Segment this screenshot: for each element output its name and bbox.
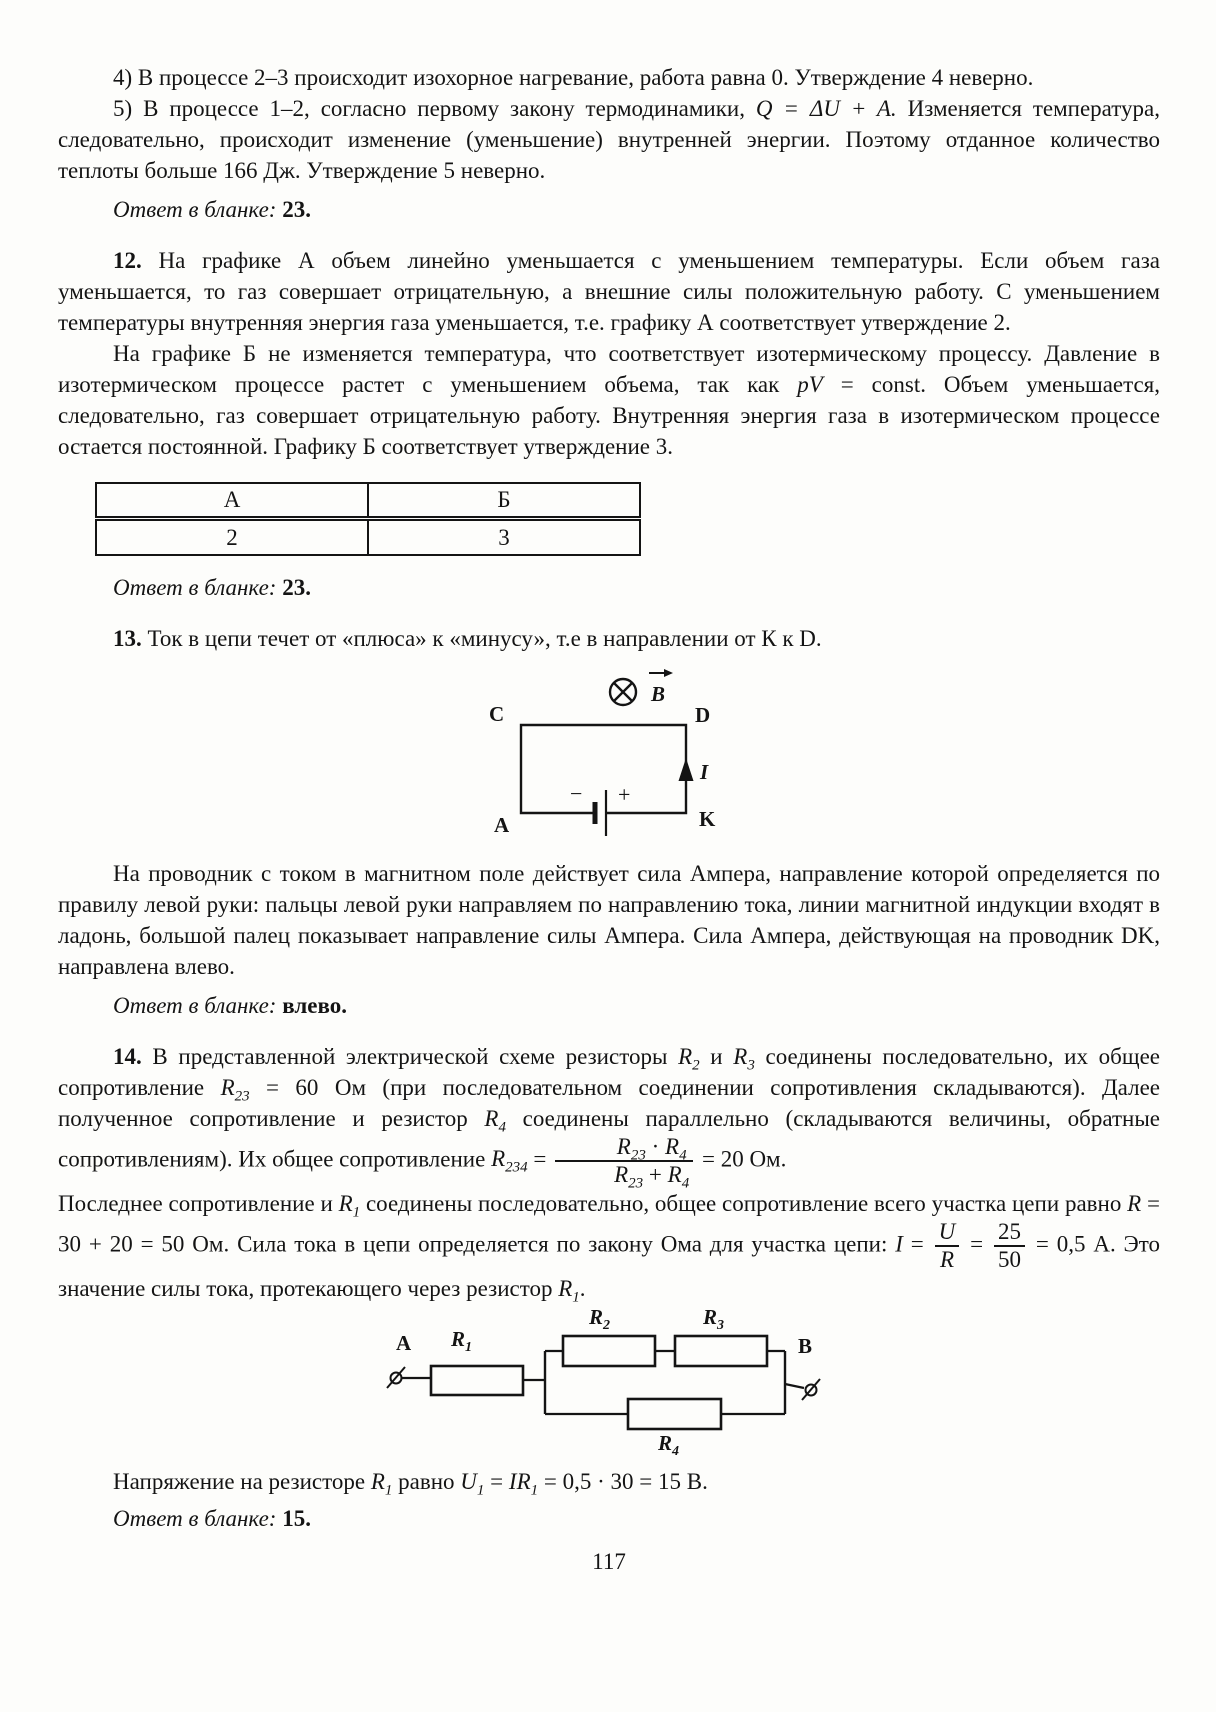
- calc-text-3: = 30 + 20 = 50 Ом. Сила тока в цепи определяется по закону Ома для участка цепи:: [58, 1191, 1160, 1257]
- table-header-row: [96, 483, 640, 518]
- statement-5-text-a: 5) В процессе 1–2, согласно первому закону термодинамики,: [113, 96, 756, 121]
- node-label-k: K: [699, 807, 716, 831]
- field-vector-label: [649, 669, 673, 706]
- resistor-r2-box: [563, 1336, 655, 1366]
- vector-arrowhead-icon: [664, 669, 673, 677]
- answer-label: Ответ в бланке:: [113, 197, 283, 222]
- terminal-b-label: B: [798, 1334, 813, 1358]
- table-header-b: Б: [368, 483, 640, 518]
- calc-text-4: = 0,5 А. Это значение силы тока, протекающего через резистор: [58, 1231, 1160, 1301]
- math-r23: $R_{23}$: [220, 1075, 250, 1105]
- equals-sign: =: [484, 1469, 509, 1494]
- node-label-d: D: [695, 703, 711, 727]
- problem-14-text-1: В представленной электрической схеме резисторы: [141, 1044, 679, 1069]
- math-r2: $R_2$: [678, 1044, 700, 1074]
- answer-line-12: [58, 572, 1160, 603]
- math-u1: $U_1$: [460, 1469, 485, 1499]
- problem-12-paragraph-a: [58, 245, 1160, 338]
- svg-text:−: [570, 781, 582, 806]
- equals-sign: =: [527, 1146, 553, 1172]
- math-r1: $R_1$: [338, 1191, 361, 1221]
- problem-11-statement-5: [58, 93, 1160, 186]
- answer-label: Ответ в бланке:: [113, 993, 283, 1018]
- page-number: 117: [592, 1549, 626, 1574]
- problem-14-text-5: соединены параллельно (складываются величины, обратные сопротивлениям). Их общее сопротивление: [58, 1106, 1160, 1172]
- problem-13-explanation: [58, 858, 1160, 982]
- calc-text-2: соединены последовательно, общее сопротивление всего участка цепи равно: [360, 1191, 1128, 1216]
- problem-12-text-a: На графике А объем линейно уменьшается с уменьшением температуры. Если объем газа уменьшается, то газ совершает отрицательную, а внешние силы положительную работу. С уменьшением температуры внутренняя энергия газа уменьшается, т.е. графику А соответствует утверждение 2.: [58, 248, 1160, 335]
- calc-text-1: Последнее сопротивление и: [58, 1191, 339, 1216]
- battery-plus-label: +: [618, 782, 631, 807]
- problem-14-text-4: = 60 Ом (при последовательном соединении сопротивления складываются). Далее полученное сопротивление и резистор: [58, 1075, 1160, 1131]
- svg-text:A: [494, 813, 510, 837]
- answer-line-14: [58, 1503, 1160, 1534]
- 2550-fraction: $\frac{25}{50}$: [994, 1219, 1025, 1273]
- math-ir1: $IR_1$: [508, 1469, 539, 1499]
- wire: [785, 1384, 804, 1388]
- equals-sign: =: [902, 1231, 932, 1257]
- problem-14-text-2: и: [699, 1044, 734, 1069]
- problem-14-text-6: = 20 Ом.: [696, 1146, 787, 1172]
- math-r3: $R_3$: [733, 1044, 755, 1074]
- first-law-formula: Q = ΔU + A.: [755, 96, 897, 121]
- problem-14-voltage-line: [58, 1466, 1160, 1497]
- answer-value-12: 23.: [282, 575, 311, 600]
- equals-sign: =: [962, 1231, 991, 1257]
- resistor-r4-label: $R_4$: [658, 1431, 680, 1456]
- problem-12-number: 12.: [113, 248, 142, 273]
- table-header-a: А: [96, 483, 368, 518]
- math-r1: $R_1$: [558, 1276, 580, 1306]
- table-value-a: 2: [96, 518, 368, 555]
- problem-14-text-3: соединены последовательно, их общее сопротивление: [58, 1044, 1160, 1100]
- circuit-14-diagram: [373, 1306, 843, 1456]
- table-value-row: [96, 518, 640, 555]
- resistor-r3-label: $R_3$: [703, 1306, 725, 1333]
- math-current: I: [895, 1231, 903, 1257]
- svg-text:K: [699, 807, 716, 831]
- statement-5-text-b: Изменяется температура, следовательно, происходит изменение (уменьшение) внутренней энергии. Поэтому отданное количество теплоты больше 166 Дж. Утверждение 5 неверно.: [58, 96, 1161, 183]
- field-into-page-icon: [610, 679, 636, 705]
- problem-11-statement-4: [58, 62, 1160, 93]
- current-arrow-icon: [679, 758, 694, 781]
- calc-text-5: .: [579, 1276, 586, 1301]
- voltage-text-2: равно: [392, 1469, 461, 1494]
- problem-12-paragraph-b: [58, 338, 1160, 462]
- problem-14-statement: [58, 1041, 1160, 1192]
- voltage-text-1: Напряжение на резисторе: [113, 1469, 371, 1494]
- svg-text:I: [699, 760, 709, 784]
- terminal-a-label: A: [396, 1331, 412, 1355]
- svg-text:C: [489, 702, 504, 726]
- circuit-14-figure: [373, 1306, 1160, 1456]
- svg-text:+: [618, 782, 630, 807]
- problem-12-text-b2: = const. Объем уменьшается, следовательно, газ совершает отрицательную работу. Внутренняя энергия газа в изотермическом процессе остается постоянной. Графику Б соответствует утверждение 3.: [58, 372, 1160, 459]
- pv-const-formula: pV: [797, 372, 823, 397]
- circuit-13-figure: [438, 660, 1160, 846]
- resistor-r4-box: [628, 1399, 721, 1429]
- statement-4-text: 4) В процессе 2–3 происходит изохорное нагревание, работа равна 0. Утверждение 4 неверно.: [113, 65, 1034, 90]
- node-label-c: C: [489, 702, 505, 726]
- answer-label: Ответ в бланке:: [113, 575, 283, 600]
- problem-13-explanation-text: На проводник с током в магнитном поле действует сила Ампера, направление которой определяется по правилу левой руки: пальцы левой руки направляем по направлению тока, линии магнитной индукции входят в ладонь, большой палец показывает направление силы Ампера. Сила Ампера, действующая на проводник DK, направлена влево.: [58, 861, 1160, 979]
- problem-13-text: Ток в цепи течет от «плюса» к «минусу», т.е в направлении от К к D.: [141, 626, 822, 651]
- svg-text:D: [695, 703, 710, 727]
- ur-fraction: $\frac{U}{R}$: [935, 1219, 960, 1273]
- answer-line-13: [58, 990, 1160, 1021]
- resistor-r3-box: [675, 1336, 767, 1366]
- circuit-loop-wire: [521, 725, 686, 813]
- answer-line-11: [58, 194, 1160, 225]
- circuit-13-diagram: [438, 660, 758, 846]
- node-label-a: A: [494, 813, 510, 837]
- voltage-text-3: = 0,5 · 30 = 15 В.: [538, 1469, 708, 1494]
- math-r-total: R: [1127, 1191, 1142, 1216]
- math-r1: $R_1$: [370, 1469, 393, 1499]
- problem-13-statement: [58, 623, 1160, 654]
- problem-14-calculation: [58, 1188, 1160, 1304]
- field-label: B: [651, 682, 666, 706]
- svg-text:B: [650, 682, 665, 706]
- resistor-r1-label: $R_1$: [451, 1327, 473, 1355]
- fraction-denominator: $R_{23} + R_4$: [614, 1162, 690, 1192]
- problem-13-number: 13.: [113, 626, 142, 651]
- math-r234: $R_{234}$: [491, 1146, 528, 1176]
- answer-value-11: 23.: [282, 197, 311, 222]
- resistor-r1-box: [431, 1366, 523, 1395]
- resistor-r2-label: $R_2$: [589, 1306, 611, 1333]
- terminal-right-icon: [802, 1379, 820, 1400]
- table-value-b: 3: [368, 518, 640, 555]
- answer-table-12: [95, 482, 641, 556]
- battery-minus-label: −: [570, 781, 583, 806]
- svg-text:B: [798, 1334, 812, 1358]
- answer-label: Ответ в бланке:: [113, 1506, 283, 1531]
- answer-value-13: влево.: [282, 993, 347, 1018]
- current-label: I: [700, 760, 709, 784]
- math-r4: $R_4$: [484, 1106, 506, 1136]
- problem-12-text-b1: На графике Б не изменяется температура, что соответствует изотермическому процессу. Давление в изотермическом процессе растет с уменьшением объема, так как: [58, 341, 1160, 397]
- fraction-numerator: $R_{23} \cdot R_4$: [555, 1134, 693, 1162]
- problem-14-number: 14.: [113, 1044, 142, 1069]
- answer-value-14: 15.: [282, 1506, 311, 1531]
- r234-fraction: [555, 1134, 693, 1192]
- svg-text:A: [396, 1331, 412, 1355]
